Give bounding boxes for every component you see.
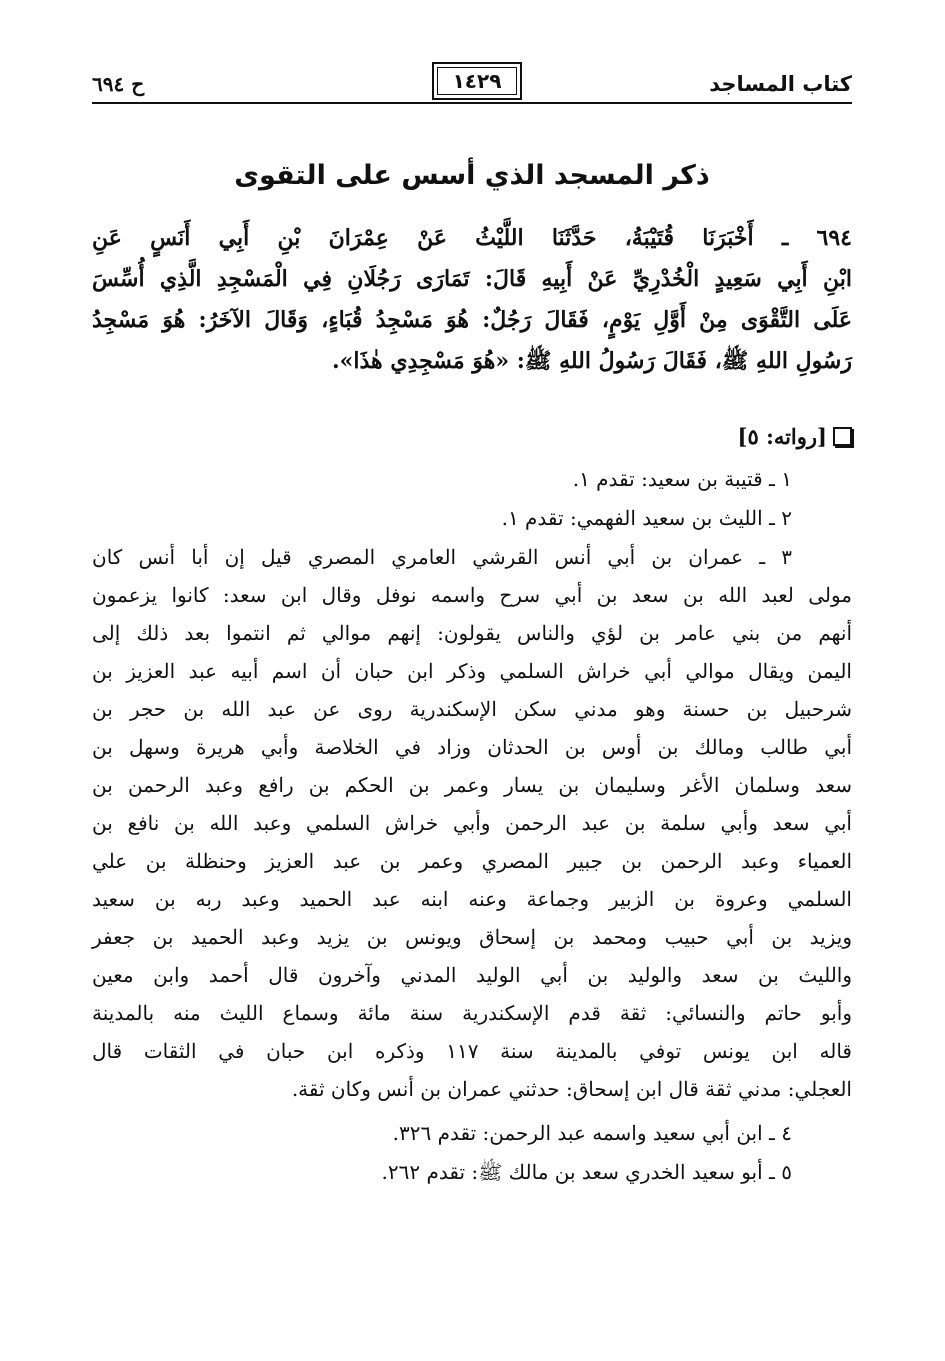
square-bullet-icon (833, 427, 852, 446)
narrator-entry-2: ٢ ـ الليث بن سعيد الفهمي: تقدم ١. (501, 506, 792, 530)
section-title: ذكر المسجد الذي أسس على التقوى (234, 160, 710, 191)
hadith-line: ابْنِ أَبِي سَعِيدٍ الْخُدْرِيِّ عَنْ أَبِيهِ قَالَ: تَمَارَى رَجُلَانِ فِي الْمَسْجِدِ الَّذِي أُسِّسَ (92, 266, 852, 292)
hadith-line: عَلَى التَّقْوَى مِنْ أَوَّلِ يَوْمٍ، فَقَالَ رَجُلٌ: هُوَ مَسْجِدُ قُبَاءٍ، وَقَالَ الآخَرُ: هُوَ مَسْجِدُ (92, 307, 853, 333)
bio-line: مولى لعبد الله بن سعد بن أبي سرح واسمه نوفل وقال ابن سعد: كانوا يزعمون (92, 583, 852, 607)
bio-line: ٣ ـ عمران بن أبي أنس القرشي العامري المصري قيل إن أبا أنس كان (92, 545, 792, 569)
bio-line: أبي سعد وأبي سلمة بن عبد الرحمن وأبي خراش السلمي وعبد الله بن نافع بن (92, 811, 852, 835)
bio-line: أنهم من بني عامر بن لؤي والناس يقولون: إنهم موالي ثم انتموا بعد ذلك إلى (92, 621, 852, 645)
narrators-heading (92, 424, 852, 449)
narrator-entry-4: ٤ ـ ابن أبي سعيد واسمه عبد الرحمن: تقدم ٣٢٦. (392, 1121, 792, 1145)
narrators-list (92, 460, 852, 1192)
bio-line: سعد وسلمان الأغر وسليمان بن يسار وعمر بن الحكم بن رافع وعبد الرحمن بن (92, 773, 852, 797)
bio-line: اليمن ويقال موالي أبي خراش السلمي وذكر ابن حبان أن اسم أبيه عبد العزيز بن (92, 659, 852, 683)
narrators-heading-label: [رواته: ٥] (737, 424, 827, 449)
header-rule (92, 102, 852, 104)
bio-line: وأبو حاتم والنسائي: ثقة قدم الإسكندرية سنة مائة وسماع الليث منه بالمدينة (92, 1001, 852, 1025)
bio-line: العجلي: مدني ثقة قال ابن إسحاق: حدثني عمران بن أنس وكان ثقة. (291, 1077, 852, 1101)
bio-line: قاله ابن يونس توفي بالمدينة سنة ١١٧ وذكره ابن حبان في الثقات قال (92, 1039, 852, 1063)
bio-line: والليث بن سعد والوليد بن أبي الوليد المدني وآخرون قال أحمد وابن معين (92, 963, 852, 987)
hadith-text (92, 218, 852, 382)
hadith-line: ٦٩٤ ـ أَخْبَرَنَا قُتَيْبَةُ، حَدَّثَنَا اللَّيْثُ عَنْ عِمْرَانَ بْنِ أَبِي أَنَسٍ عَنِ (92, 225, 852, 251)
running-header (92, 52, 852, 112)
book-title: كتاب المساجد (709, 72, 852, 96)
hadith-reference: ح ٦٩٤ (92, 72, 145, 96)
narrator-entry-1: ١ ـ قتيبة بن سعيد: تقدم ١. (572, 467, 792, 491)
bio-line: العمياء وعبد الرحمن بن جبير المصري وعمر بن عبد العزيز وحنظلة بن علي (92, 849, 852, 873)
page-number-frame (432, 62, 522, 100)
hadith-line: رَسُولِ اللهِ ﷺ، فَقَالَ رَسُولُ اللهِ ﷺ: «هُوَ مَسْجِدِي هٰذَا». (331, 348, 852, 374)
page-number: ١٤٢٩ (452, 69, 502, 93)
bio-line: أبي طالب ومالك بن أوس بن الحدثان وزاد في الخلاصة وأبي هريرة وسهل بن (92, 735, 853, 759)
narrator-entry-3 (92, 538, 852, 1108)
narrator-entry-5: ٥ ـ أبو سعيد الخدري سعد بن مالك ﷺ: تقدم ٢٦٢. (381, 1160, 792, 1184)
bio-line: ويزيد بن أبي حبيب ومحمد بن إسحاق ويونس بن يزيد وعبد الحميد بن جعفر (92, 925, 852, 949)
bio-line: السلمي وعروة بن الزبير وجماعة وعنه ابنه عبد الحميد وعبد ربه بن سعيد (92, 887, 852, 911)
bio-line: شرحبيل بن حسنة وهو مدني سكن الإسكندرية روى عن عبد الله بن حجر بن (92, 697, 852, 721)
